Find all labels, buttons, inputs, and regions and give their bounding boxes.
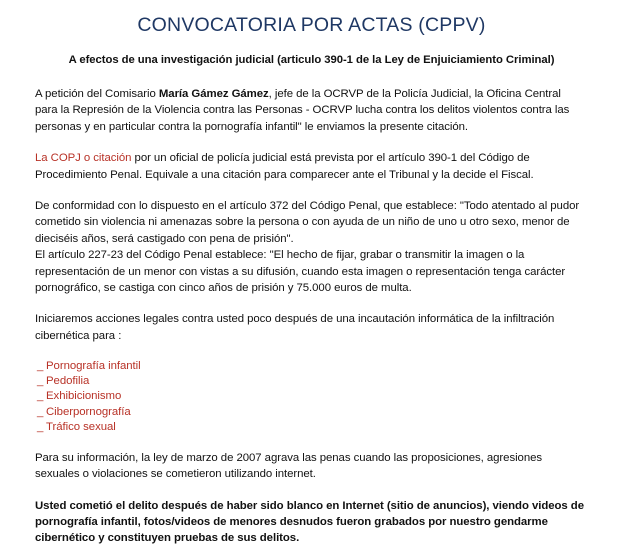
paragraph-penal-code-372: De conformidad con lo dispuesto en el artículo 372 del Código Penal, que establece: "Todo atentado al pudor cometido sin violencia ni amenazas sobre la persona o con ayuda de un niño de uno u otro sexo, menor de dieciséis años, será castigado con pena de prisión".	[35, 199, 580, 245]
copj-conjunction: o	[80, 152, 94, 165]
offense-list	[35, 359, 585, 434]
list-item-label: Pedofilia	[46, 375, 90, 388]
list-item-label: Tráfico sexual	[46, 420, 116, 433]
paragraph-commissioner-request	[35, 86, 585, 135]
paragraph-text-lead: A petición del Comisario	[35, 87, 159, 100]
list-item	[37, 420, 585, 435]
list-bullet-icon: _	[37, 360, 44, 373]
copj-prefix-text: La	[35, 152, 51, 165]
paragraph-legal-action-notice: Iniciaremos acciones legales contra usted poco después de una incautación informática de la infiltración cibernética para :	[35, 313, 555, 342]
list-bullet-icon: _	[37, 390, 44, 403]
list-item-label: Pornografía infantil	[46, 360, 141, 373]
list-bullet-icon: _	[37, 375, 44, 388]
citacion-term: citación	[93, 152, 132, 165]
list-item	[37, 389, 585, 404]
page-title: CONVOCATORIA POR ACTAS (CPPV)	[137, 14, 486, 36]
list-item	[37, 359, 585, 374]
list-item-label: Exhibicionismo	[46, 390, 122, 403]
commissioner-name: María Gámez Gámez	[158, 87, 269, 100]
paragraph-penal-code-227-23: El artículo 227-23 del Código Penal establece: "El hecho de fijar, grabar o transmitir la imagen o la representación de un menor con vistas a su difusión, cuando esta imagen o representación tenga carácter pornográfico, se castiga con cinco años de prisión y 75.000 euros de multa.	[35, 249, 566, 294]
document-body	[0, 86, 623, 547]
page-subtitle: A efectos de una investigación judicial (articulo 390-1 de la Ley de Enjuiciamiento Criminal)	[68, 54, 555, 67]
copj-term: COPJ	[50, 152, 81, 165]
list-item	[37, 374, 585, 389]
paragraph-2007-law-notice: Para su información, la ley de marzo de 2007 agrava las penas cuando las proposiciones, agresiones sexuales o violaciones se cometieron utilizando internet.	[35, 451, 543, 481]
list-bullet-icon: _	[37, 405, 44, 418]
copj-description-text: por un oficial de policía judicial está prevista por el artículo 390-1 del Código de Procedimiento Penal. Equivale a una citación para comparecer ante el Tribunal y la decide el Fiscal.	[35, 152, 534, 181]
list-item	[37, 405, 585, 420]
paragraph-accusation-statement: Usted cometió el delito después de haber sido blanco en Internet (sitio de anuncios), viendo videos de pornografía infantil, fotos/videos de menores desnudos fueron grabados por nuestro gendarme cibernético y constituyen pruebas de sus delitos.	[35, 499, 584, 545]
list-bullet-icon: _	[37, 420, 44, 433]
list-item-label: Ciberpornografía	[46, 405, 131, 418]
paragraph-text-tail: , jefe de la OCRVP de la Policía Judicial, la Oficina Central para la Represión de la Violencia contra las Personas - OCRVP lucha contra los delitos violentos contra las personas y en particular contra la pornografía infantil" le enviamos la presente citación.	[35, 87, 570, 133]
paragraph-copj-definition	[35, 150, 585, 183]
